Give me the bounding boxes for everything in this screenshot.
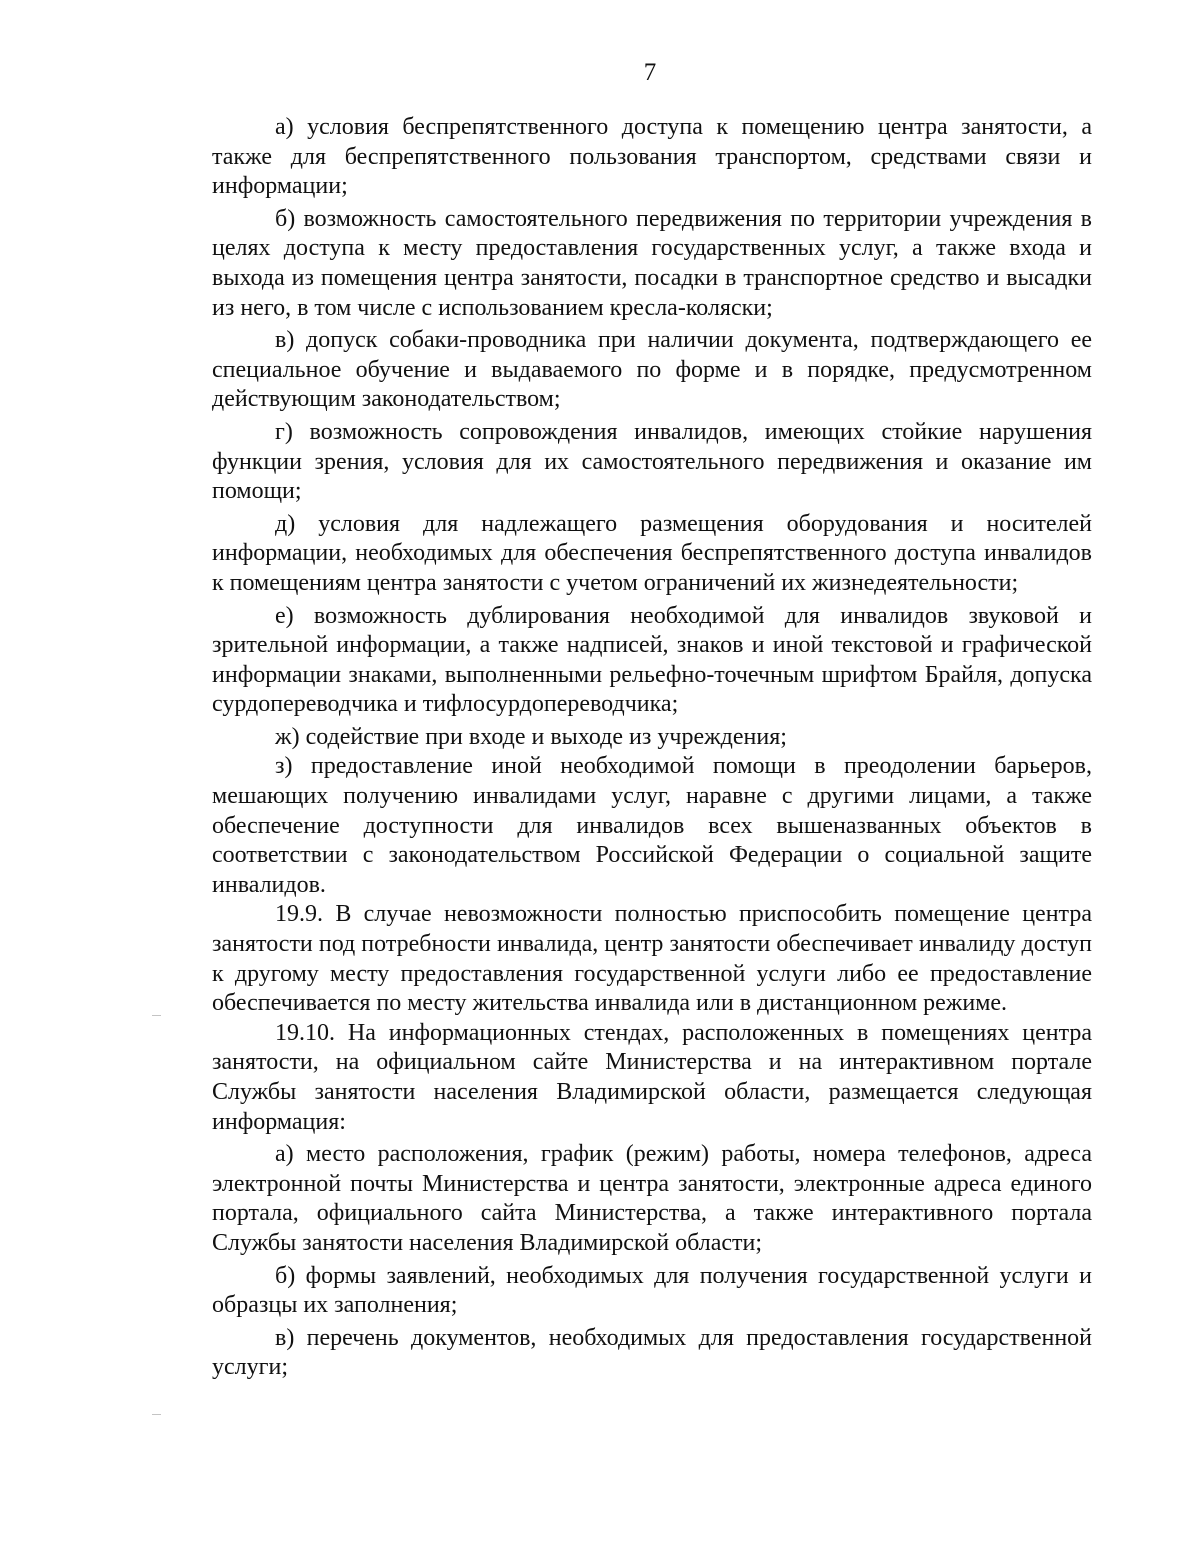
paragraph-19-9: 19.9. В случае невозможности полностью приспособить помещение центра занятости под потребности инвалида, центр занятости обеспечивает инвалиду доступ к другому месту предоставления государственной услуги либо ее предоставление обеспечивается по месту жительства инвалида или в дистанционном режиме.: [212, 901, 1092, 1017]
paragraph-list-v: в) перечень документов, необходимых для предоставления государственной услуги;: [212, 1324, 1092, 1381]
paragraph-item-b: б) возможность самостоятельного передвижения по территории учреждения в целях доступа к месту предоставления государственных услуг, а также входа и выхода из помещения центра занятости, посадки в транспортное средство и высадки из него, в том числе с использованием кресла-коляски;: [212, 205, 1092, 321]
page-number: 7: [643, 59, 657, 86]
paragraph-item-zh: ж) содействие при входе и выходе из учреждения;: [275, 723, 787, 750]
paragraph-item-z: з) предоставление иной необходимой помощи в преодолении барьеров, мешающих получению инвалидами услуг, наравне с другими лицами, а также обеспечение доступности для инвалидов всех вышеназванных объектов в соответствии с законодательством Российской Федерации о социальной защите инвалидов.: [212, 753, 1092, 898]
scan-margin-mark: [152, 1015, 161, 1016]
paragraph-item-g: г) возможность сопровождения инвалидов, имеющих стойкие нарушения функции зрения, условия для их самостоятельного передвижения и оказание им помощи;: [212, 418, 1092, 505]
paragraph-item-e: е) возможность дублирования необходимой для инвалидов звуковой и зрительной информации, а также надписей, знаков и иной текстовой и графической информации знаками, выполненными рельефно-точечным шрифтом Брайля, допуска сурдопереводчика и тифлосурдопереводчика;: [212, 602, 1092, 718]
document-body: [212, 113, 1092, 1386]
paragraph-list-b: б) формы заявлений, необходимых для получения государственной услуги и образцы их заполнения;: [212, 1262, 1092, 1319]
paragraph-list-a: а) место расположения, график (режим) работы, номера телефонов, адреса электронной почты Министерства и центра занятости, электронные адреса единого портала, официального сайта Министерства, а также интерактивного портала Службы занятости населения Владимирской области;: [212, 1141, 1092, 1256]
paragraph-item-d: д) условия для надлежащего размещения оборудования и носителей информации, необходимых для обеспечения беспрепятственного доступа инвалидов к помещениям центра занятости с учетом ограничений их жизнедеятельности;: [212, 510, 1092, 596]
paragraph-item-a: а) условия беспрепятственного доступа к помещению центра занятости, а также для беспрепятственного пользования транспортом, средствами связи и информации;: [212, 114, 1092, 200]
paragraph-19-10: 19.10. На информационных стендах, расположенных в помещениях центра занятости, на официальном сайте Министерства и на интерактивном портале Службы занятости населения Владимирской области, размещается следующая информация:: [212, 1019, 1092, 1135]
paragraph-item-v: в) допуск собаки-проводника при наличии документа, подтверждающего ее специальное обучение и выдаваемого по форме и в порядке, предусмотренном действующим законодательством;: [212, 327, 1092, 413]
scan-margin-mark: [152, 1414, 161, 1415]
